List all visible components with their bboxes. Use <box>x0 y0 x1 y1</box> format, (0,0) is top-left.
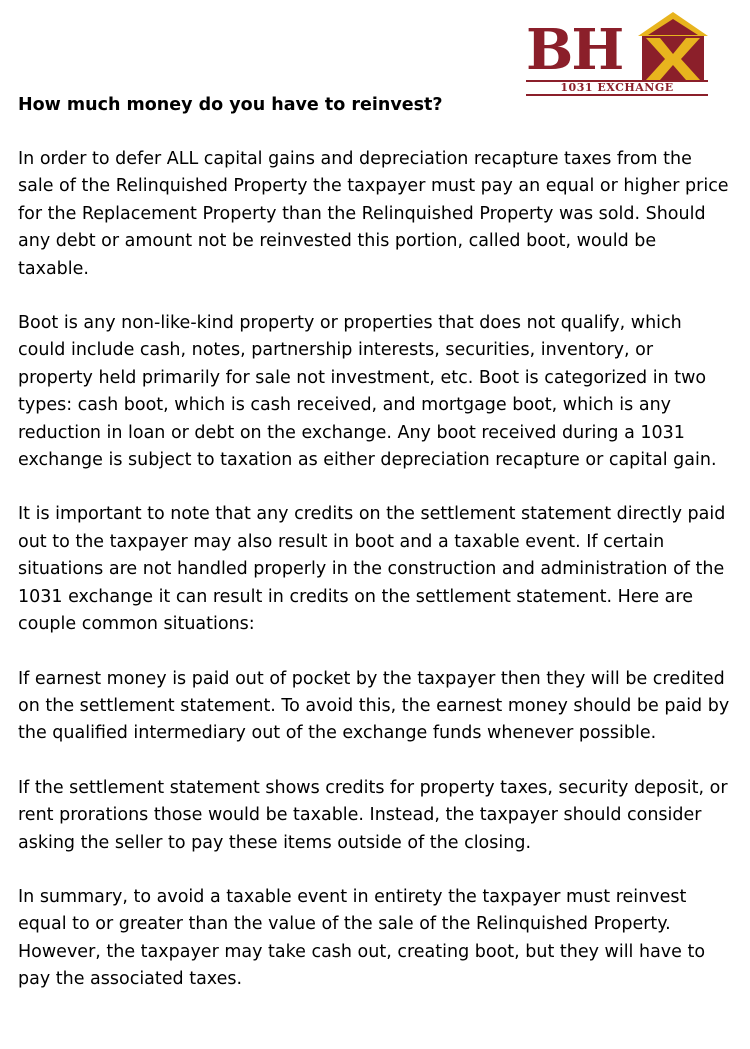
house-x-icon <box>636 10 710 82</box>
paragraph-summary: In summary, to avoid a taxable event in entirety the taxpayer must reinvest equal to or greater than the value of the sale of the Relinquished Property. However, the taxpayer may take cash out, creating boot, but they will have to pay the associated taxes. <box>18 886 706 990</box>
bhx-logo <box>526 10 710 98</box>
paragraph-prorations: If the settlement statement shows credits for property taxes, security deposit, or rent prorations those would be taxable. Instead, the taxpayer should consider asking the seller to pay these items outside of the closing. <box>18 777 728 853</box>
paragraph-earnest-money: If earnest money is paid out of pocket by the taxpayer then they will be credited on the settlement statement. To avoid this, the earnest money should be paid by the qualified intermediary out of the exchange funds whenever possible. <box>18 668 730 744</box>
paragraph-settlement-credits: It is important to note that any credits on the settlement statement directly paid out to the taxpayer may also result in boot and a taxable event. If certain situations are not handled properly in the construction and administration of the 1031 exchange it can result in credits on the settlement statement. Here are couple common situations: <box>18 504 726 635</box>
paragraph-boot-definition: Boot is any non-like-kind property or properties that does not qualify, which could include cash, notes, partnership interests, securities, inventory, or property held primarily for sale not investment, etc. Boot is categorized in two types: cash boot, which is cash received, and mortgage boot, which is any reduction in loan or debt on the exchange. Any boot received during a 1031 exchange is subject to taxation as either depreciation recapture or capital gain. <box>18 313 717 471</box>
logo-tagline: 1031 EXCHANGE <box>526 80 708 96</box>
article-heading: How much money do you have to reinvest? <box>18 95 443 115</box>
article <box>18 92 730 1021</box>
logo-letters: BH <box>526 17 623 83</box>
paragraph-reinvest-rule: In order to defer ALL capital gains and depreciation recapture taxes from the sale of the Relinquished Property the taxpayer must pay an equal or higher price for the Replacement Property than the Relinquished Property was sold. Should any debt or amount not be reinvested this portion, called boot, would be taxable. <box>18 149 729 279</box>
